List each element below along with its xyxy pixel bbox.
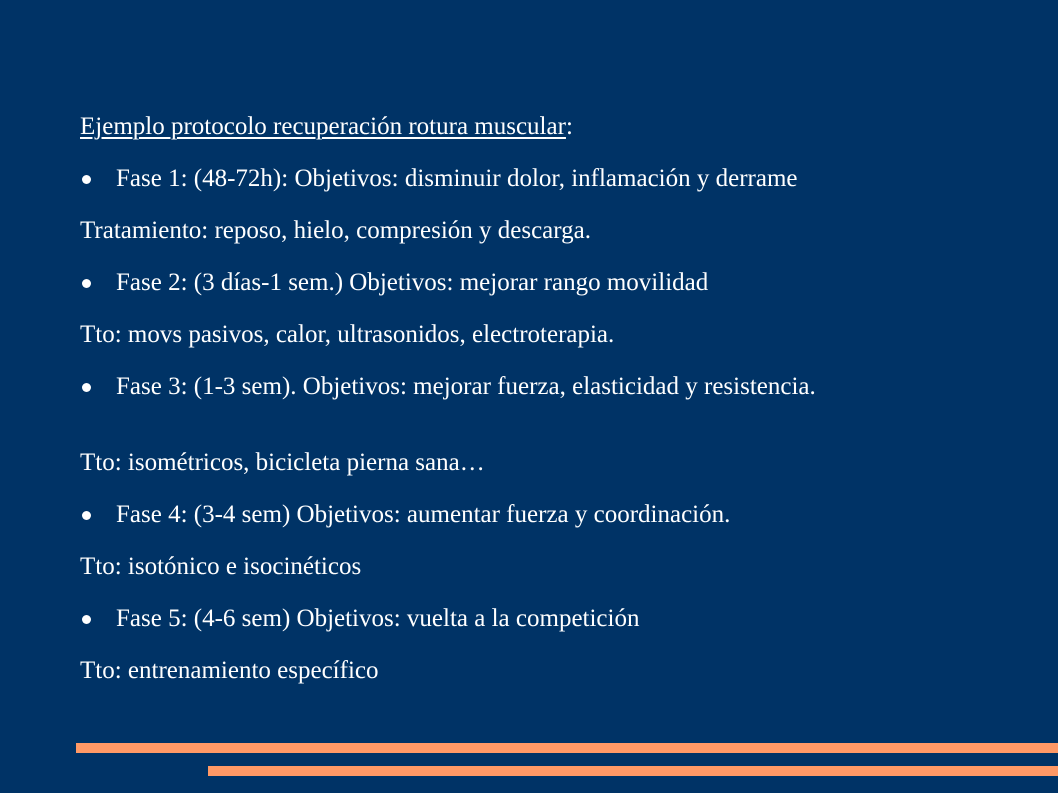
bullet-dot-icon — [82, 279, 91, 288]
bullet-dot-icon — [82, 615, 91, 624]
phase-5-text: Fase 5: (4-6 sem) Objetivos: vuelta a la competición — [116, 605, 640, 632]
phase-2-text: Fase 2: (3 días-1 sem.) Objetivos: mejorar rango movilidad — [116, 269, 709, 296]
slide-title-suffix: : — [565, 113, 573, 140]
treatment-4-text: Tto: isotónico e isocinéticos — [80, 553, 362, 580]
treatment-2-text: Tto: movs pasivos, calor, ultrasonidos, electroterapia. — [80, 321, 615, 348]
phase-3-text: Fase 3: (1-3 sem). Objetivos: mejorar fuerza, elasticidad y resistencia. — [116, 373, 816, 400]
list-item-phase-4 — [80, 498, 1020, 550]
phase-1-text: Fase 1: (48-72h): Objetivos: disminuir dolor, inflamación y derrame — [116, 165, 798, 192]
treatment-5-text: Tto: entrenamiento específico — [80, 657, 379, 684]
slide-content — [80, 110, 1020, 706]
slide-title — [80, 110, 1020, 162]
phase-4-text: Fase 4: (3-4 sem) Objetivos: aumentar fuerza y coordinación. — [116, 501, 731, 528]
accent-bar-top — [76, 743, 1058, 753]
list-item-phase-5 — [80, 602, 1020, 654]
list-item-phase-3 — [80, 370, 1020, 446]
bullet-dot-icon — [82, 511, 91, 520]
list-item-phase-2 — [80, 266, 1020, 318]
accent-bar-bottom — [208, 766, 1058, 776]
list-item-phase-1 — [80, 162, 1020, 214]
treatment-1-text: Tratamiento: reposo, hielo, compresión y descarga. — [80, 217, 591, 244]
bullet-dot-icon — [82, 175, 91, 184]
treatment-3-text: Tto: isométricos, bicicleta pierna sana… — [80, 449, 485, 476]
slide-title-text: Ejemplo protocolo recuperación rotura muscular — [80, 113, 566, 140]
bullet-dot-icon — [82, 383, 91, 392]
